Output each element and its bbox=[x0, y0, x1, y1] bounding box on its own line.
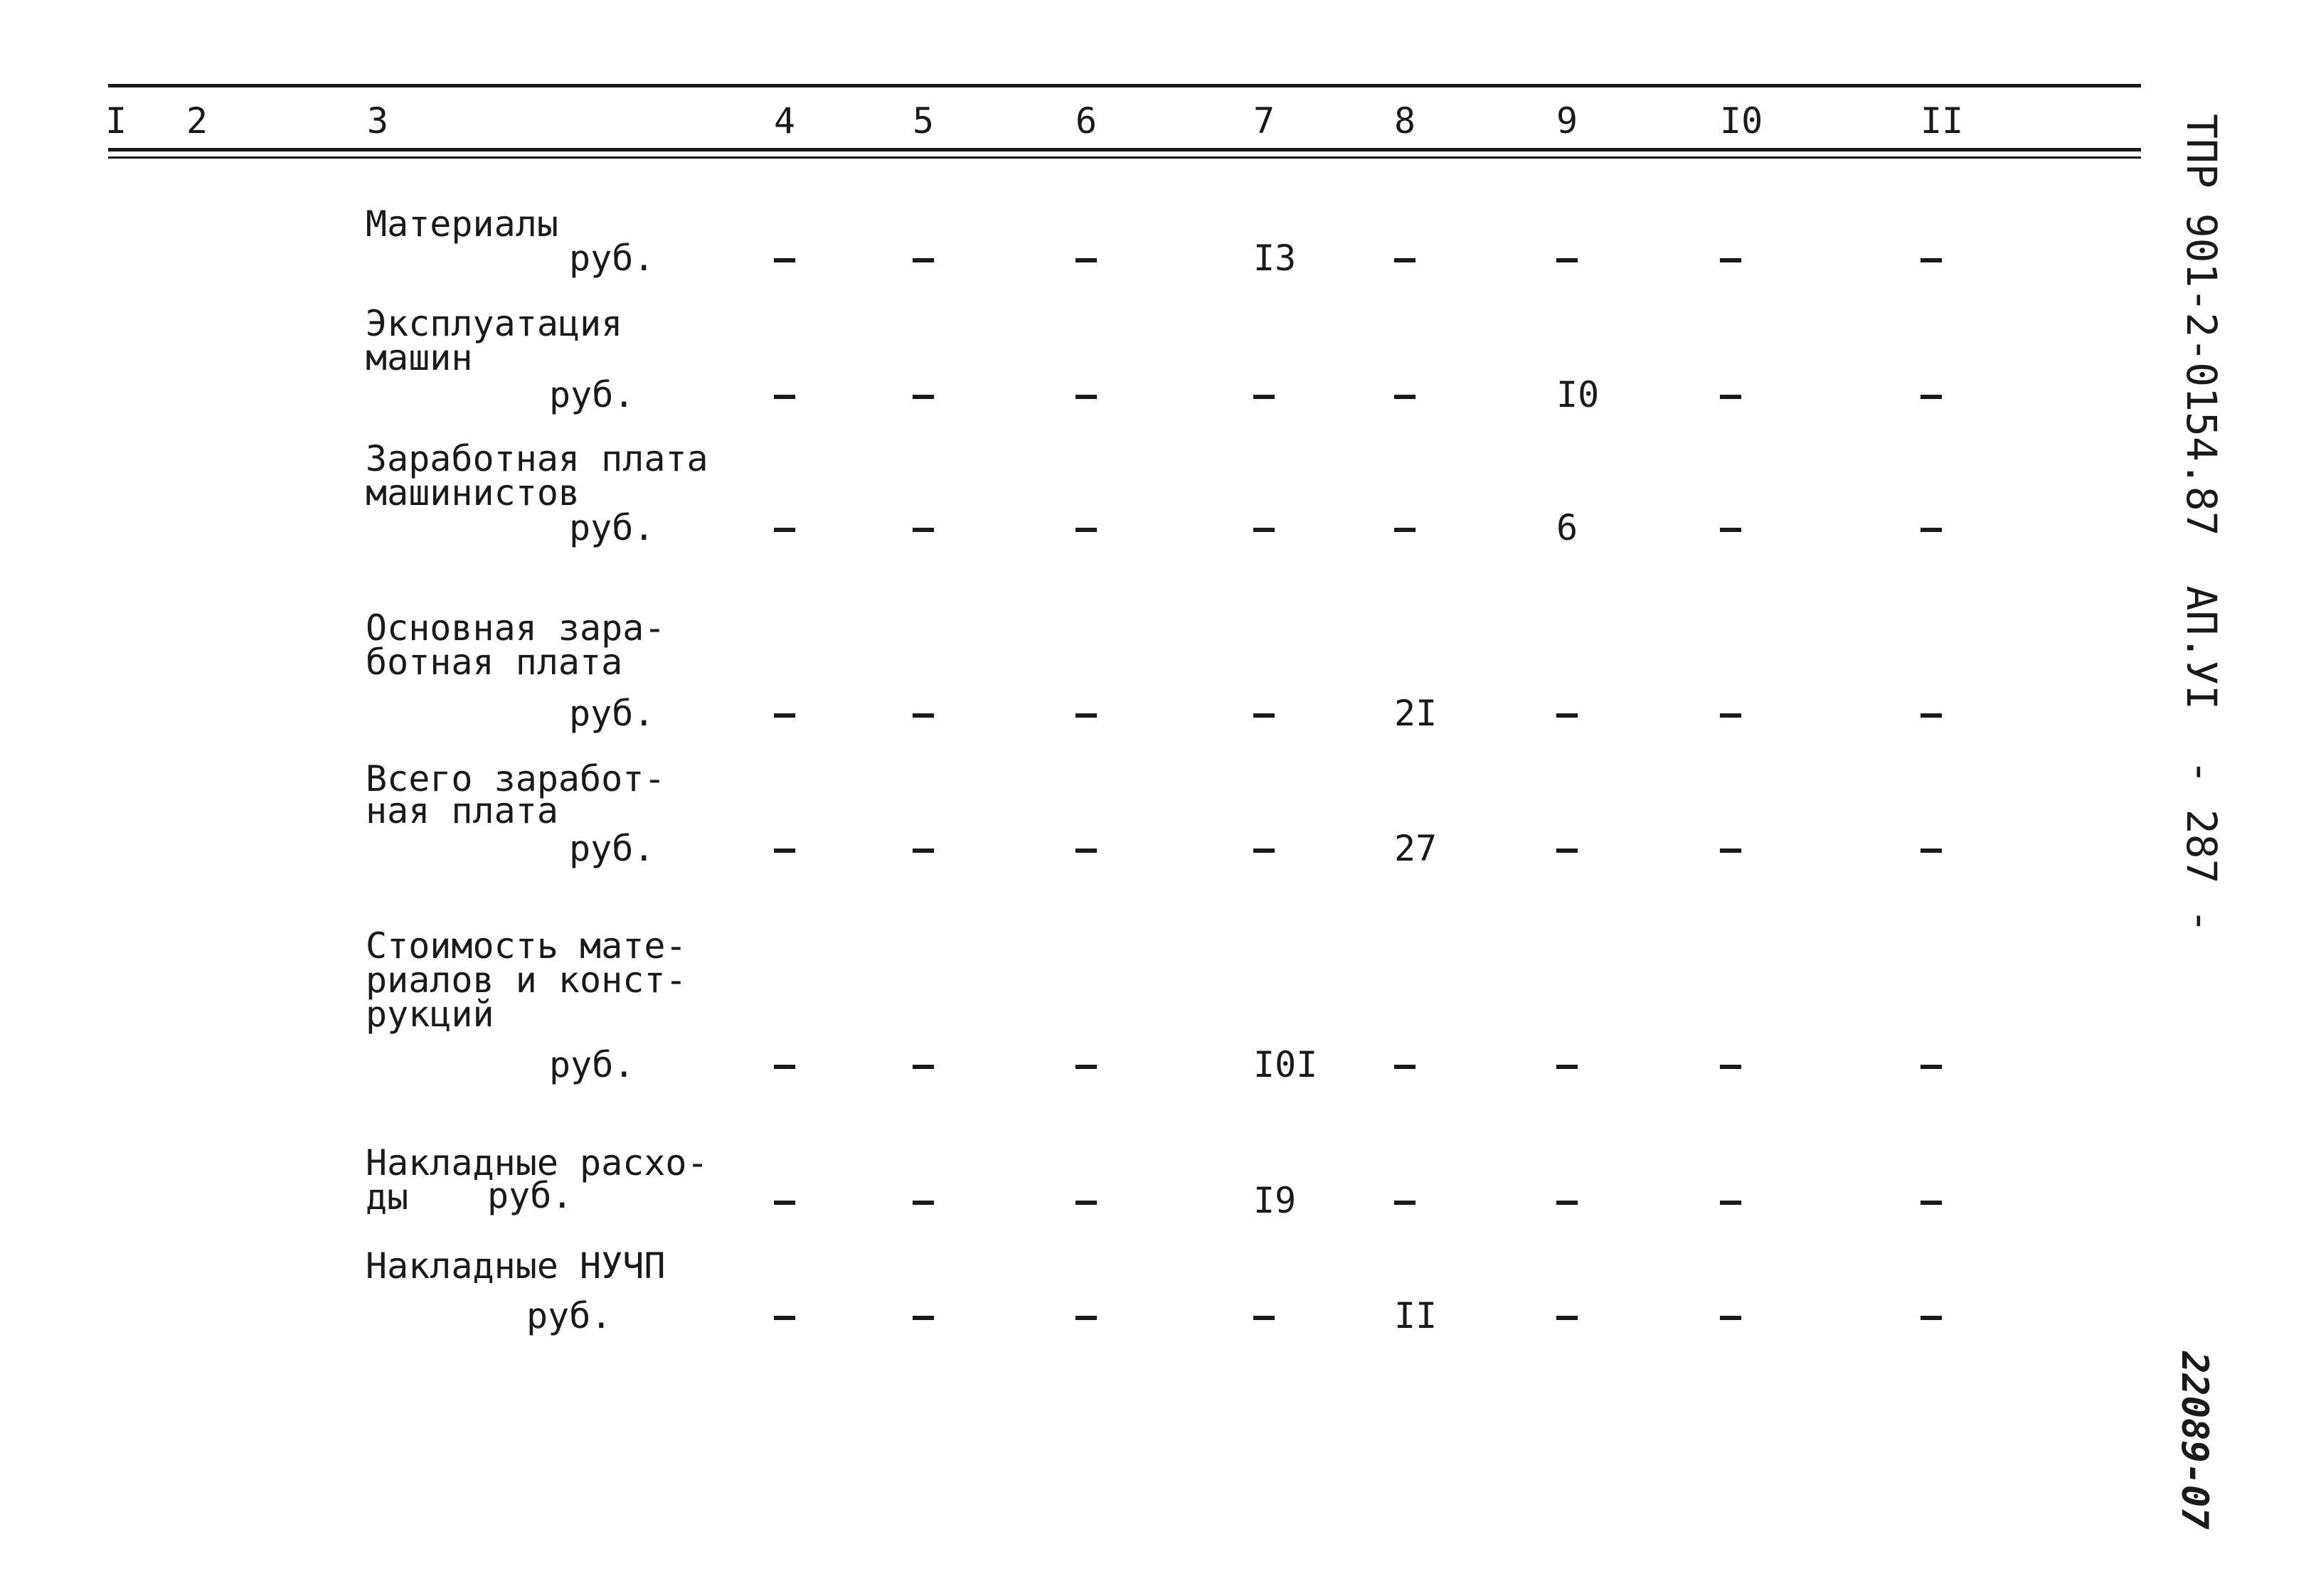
row-label-line: ботная плата bbox=[366, 642, 623, 683]
column-header-8: 8 bbox=[1394, 100, 1416, 142]
table-cell: – bbox=[1556, 828, 1578, 869]
table-cell: 2I bbox=[1394, 693, 1438, 734]
table-cell: – bbox=[1920, 374, 1943, 415]
row-label-line: Всего заработ- bbox=[366, 758, 666, 799]
table-cell: – bbox=[1394, 1180, 1416, 1221]
column-header-5: 5 bbox=[913, 100, 935, 142]
row-label-line: рукций bbox=[366, 994, 494, 1035]
table-cell: – bbox=[1720, 693, 1742, 734]
table-cell: – bbox=[1253, 693, 1275, 734]
table-cell: – bbox=[913, 238, 935, 279]
table-cell: I3 bbox=[1253, 238, 1297, 279]
table-cell: – bbox=[1720, 507, 1742, 548]
table-cell: – bbox=[1920, 828, 1943, 869]
table-cell: – bbox=[1075, 1044, 1098, 1085]
table-cell: – bbox=[1075, 1180, 1098, 1221]
row-unit: руб. bbox=[487, 1175, 573, 1216]
table-cell: – bbox=[1920, 1044, 1943, 1085]
table-cell: – bbox=[1920, 1295, 1943, 1336]
row-unit: руб. bbox=[569, 238, 655, 279]
archive-number: 22089-07 bbox=[2173, 1351, 2216, 1530]
row-label-line: машин bbox=[366, 337, 473, 378]
row-label-line: Заработная плата bbox=[366, 438, 708, 479]
table-cell: – bbox=[913, 828, 935, 869]
table-cell: – bbox=[1075, 1295, 1098, 1336]
table-cell: – bbox=[1920, 693, 1943, 734]
table-cell: – bbox=[1556, 1044, 1578, 1085]
table-cell: – bbox=[774, 374, 796, 415]
row-label-line: машинистов bbox=[366, 472, 580, 514]
row-label-line: ная плата bbox=[366, 790, 558, 831]
table-cell: – bbox=[913, 1044, 935, 1085]
column-header-3: 3 bbox=[367, 100, 389, 142]
row-label-line: Стоимость мате- bbox=[366, 925, 687, 967]
row-label-line: Основная зара- bbox=[366, 607, 666, 649]
table-cell: I0I bbox=[1253, 1044, 1318, 1085]
row-label-line: Накладные НУЧП bbox=[366, 1245, 666, 1287]
table-cell: 6 bbox=[1556, 507, 1578, 548]
table-cell: – bbox=[774, 507, 796, 548]
table-cell: – bbox=[1720, 1295, 1742, 1336]
table-cell: – bbox=[1720, 374, 1742, 415]
row-unit: руб. bbox=[569, 507, 655, 548]
table-cell: – bbox=[1394, 507, 1416, 548]
table-cell: – bbox=[1720, 828, 1742, 869]
table-cell: – bbox=[1394, 1044, 1416, 1085]
column-header-4: 4 bbox=[774, 100, 796, 142]
header-bottom-rule bbox=[108, 148, 2141, 151]
table-cell: – bbox=[1075, 693, 1098, 734]
column-header-2: 2 bbox=[186, 100, 208, 142]
table-cell: – bbox=[774, 238, 796, 279]
table-cell: – bbox=[1556, 1295, 1578, 1336]
row-unit: руб. bbox=[549, 1044, 635, 1085]
table-cell: – bbox=[774, 1295, 796, 1336]
table-cell: I9 bbox=[1253, 1180, 1297, 1221]
table-cell: – bbox=[1253, 507, 1275, 548]
row-label-line: Накладные расхо- bbox=[366, 1142, 708, 1183]
table-cell: – bbox=[1720, 1044, 1742, 1085]
row-label-line: Материалы bbox=[366, 203, 558, 245]
table-cell: – bbox=[1394, 238, 1416, 279]
table-cell: – bbox=[1920, 507, 1943, 548]
table-cell: – bbox=[913, 693, 935, 734]
table-cell: – bbox=[1720, 1180, 1742, 1221]
table-cell: – bbox=[1075, 374, 1098, 415]
column-header-7: 7 bbox=[1253, 100, 1275, 142]
table-cell: – bbox=[1920, 238, 1943, 279]
table-cell: – bbox=[913, 1295, 935, 1336]
table-cell: – bbox=[1253, 828, 1275, 869]
row-unit: руб. bbox=[569, 828, 655, 869]
row-unit: руб. bbox=[569, 693, 655, 734]
column-header-6: 6 bbox=[1075, 100, 1098, 142]
table-cell: – bbox=[1253, 1295, 1275, 1336]
table-cell: – bbox=[913, 507, 935, 548]
table-cell: – bbox=[774, 1180, 796, 1221]
table-cell: – bbox=[1556, 238, 1578, 279]
column-header-10: I0 bbox=[1720, 100, 1763, 142]
table-cell: – bbox=[1075, 238, 1098, 279]
row-unit: руб. bbox=[549, 374, 635, 415]
table-cell: – bbox=[1075, 828, 1098, 869]
column-header-1: I bbox=[105, 100, 127, 142]
table-cell: – bbox=[774, 693, 796, 734]
table-cell: – bbox=[1394, 374, 1416, 415]
row-unit: руб. bbox=[526, 1295, 612, 1336]
column-header-11: II bbox=[1920, 100, 1964, 142]
table-cell: – bbox=[1075, 507, 1098, 548]
table-cell: 27 bbox=[1394, 828, 1438, 869]
table-cell: – bbox=[913, 1180, 935, 1221]
column-header-9: 9 bbox=[1556, 100, 1578, 142]
table-cell: II bbox=[1394, 1295, 1438, 1336]
table-cell: – bbox=[913, 374, 935, 415]
table-cell: – bbox=[774, 1044, 796, 1085]
table-cell: – bbox=[1556, 1180, 1578, 1221]
table-cell: – bbox=[1556, 693, 1578, 734]
table-cell: I0 bbox=[1556, 374, 1600, 415]
table-cell: – bbox=[1920, 1180, 1943, 1221]
table-cell: – bbox=[1253, 374, 1275, 415]
document-code-stamp: ТПР 901-2-0154.87 АП.УI - 287 - bbox=[2177, 114, 2226, 934]
header-top-rule bbox=[108, 84, 2141, 87]
row-label-line: риалов и конст- bbox=[366, 959, 687, 1001]
row-label-line: Эксплуатация bbox=[366, 303, 623, 344]
table-cell: – bbox=[774, 828, 796, 869]
table-cell: – bbox=[1720, 238, 1742, 279]
header-bottom-rule-2 bbox=[108, 156, 2141, 159]
row-label-line: ды bbox=[366, 1176, 409, 1218]
